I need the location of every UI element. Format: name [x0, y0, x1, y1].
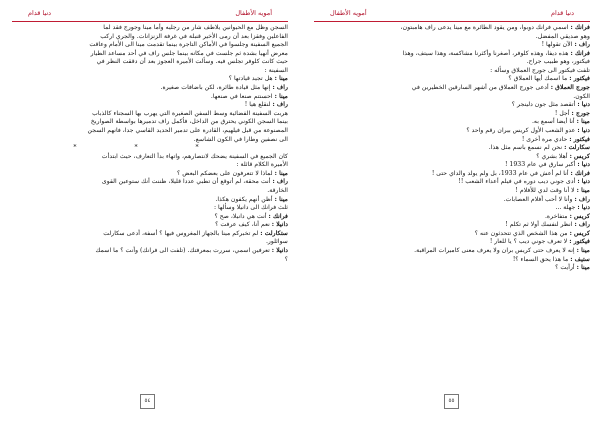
- line-text: نحن لم نسمع باسم مثل هذا.: [488, 144, 563, 152]
- text-line: [12, 196, 288, 205]
- line-text: لم تخبركم مينا بالجهاز المغروس فيها ؟ أسفة، أدعى سكارلت: [103, 229, 259, 237]
- line-text: أنت هي دانيلا، صح ؟: [214, 212, 267, 220]
- text-line: [314, 238, 590, 247]
- text-line: [12, 204, 288, 213]
- speaker-name: كريس :: [569, 229, 590, 237]
- speaker-name: فرانك :: [570, 49, 590, 57]
- text-line: [12, 161, 288, 170]
- text-line: [314, 75, 590, 84]
- line-text: معرض أنهيا بشدة ثم جلست في مكانه بينما جلس راف في أحد مساعد الطيار: [90, 49, 288, 57]
- speaker-name: جورج العملاق :: [550, 84, 590, 92]
- line-text: السجن وظل مع الحيوانين يلاطف شار من رجليه وأما مينا وجورج فقد لما: [103, 24, 288, 31]
- text-line: [12, 187, 288, 196]
- line-text: أنا لم أعش في عام 1933، بل ولم يولد والداي حتى !: [431, 169, 569, 177]
- text-line: [314, 221, 590, 230]
- text-line: [314, 264, 590, 273]
- line-text: بينما السجن الكوني يحترق من الداخل، فأكمل راف تدميرها بواسطة الصواريخ: [90, 118, 288, 126]
- speaker-name: راف :: [272, 101, 288, 109]
- speaker-name: راف :: [272, 84, 288, 92]
- page-body: [314, 24, 590, 273]
- line-text: الأميرة الكلام قائلة :: [236, 161, 288, 169]
- line-text: لا تعرف جوني ديب ؟ يا للعار !: [489, 238, 568, 246]
- text-line: [12, 75, 288, 84]
- speaker-name: دانيلا :: [271, 247, 288, 255]
- header-rule: [314, 21, 590, 22]
- line-text: لماذا لا تتعرفون على بعضكم البعض ؟: [176, 169, 273, 177]
- left-page: [12, 0, 288, 424]
- line-text: المصنوعة من قبل فيلهيم، القادرة على تدمير الحديد القاسي جدا، فانهم السجن: [87, 126, 288, 134]
- text-line: [314, 204, 590, 213]
- line-text: فيكتور، وهو طبيب جراح.: [526, 58, 590, 66]
- text-line: [12, 33, 288, 42]
- line-text: وهو صديقي المفضل.: [535, 32, 590, 40]
- speaker-name: مينا :: [274, 195, 288, 203]
- header-right-text: دنيا قدام: [550, 9, 574, 17]
- line-text: ما اسمك أيها العملاق ؟: [508, 75, 568, 83]
- text-line: [314, 161, 590, 170]
- text-line: [314, 230, 590, 239]
- speaker-name: مينا :: [274, 75, 288, 83]
- line-text: هل تجيد قيادتها ؟: [228, 75, 273, 83]
- line-text: لا أنا وقت لدي للأفلام !: [515, 186, 575, 194]
- text-line: [12, 238, 288, 247]
- text-line: [314, 24, 590, 33]
- text-line: [314, 50, 590, 59]
- speaker-name: دانيلا :: [271, 221, 288, 229]
- speaker-name: ستكارلت :: [260, 229, 288, 237]
- text-line: [12, 41, 288, 50]
- speaker-name: مينا :: [576, 186, 590, 194]
- text-line: [314, 127, 590, 136]
- line-text: من هذا الشخص الذي تتحدثون عنه ؟: [474, 229, 568, 237]
- line-text: متفاخرة.: [544, 212, 568, 220]
- text-line: [314, 213, 590, 222]
- speaker-name: ستيف :: [570, 255, 590, 263]
- text-line: [12, 67, 288, 76]
- text-line: [12, 118, 288, 127]
- line-text: الجميع السفينة وجلسوا في الأماكن التاجرة بينما تقدمت مينا الى الأمام وعاقت: [89, 41, 288, 49]
- text-line: [12, 153, 288, 162]
- text-line: [12, 93, 288, 102]
- text-line: [12, 136, 288, 145]
- speaker-name: راف :: [272, 178, 288, 186]
- line-text: تلفت فيكتور الى جورج العملاق وسأله :: [490, 66, 590, 74]
- speaker-name: دنيا :: [577, 204, 590, 212]
- speaker-name: دنيا :: [577, 161, 590, 169]
- text-line: [12, 230, 288, 239]
- text-line: [12, 24, 288, 33]
- text-line: [314, 84, 590, 93]
- speaker-name: راف :: [574, 221, 590, 229]
- line-text: تعرفين اسمي، سررت بمعرفتك. (تلفت الى فرانك) وأنت ؟ ما اسمك: [95, 247, 270, 255]
- speaker-name: سكارلت :: [564, 144, 590, 152]
- speaker-name: فرانك :: [268, 212, 288, 220]
- line-text: أنت محقة، لم أتوقع أن تطبي عددا قليلا، ظننت أنك ستوعين القوى: [101, 178, 271, 186]
- text-line: [314, 93, 590, 102]
- speaker-name: فيكتور :: [569, 238, 590, 246]
- speaker-name: فرانك :: [570, 24, 590, 31]
- header-left-text: دنيا قدام: [28, 9, 52, 17]
- text-line: [12, 247, 288, 256]
- speaker-name: كريس :: [569, 152, 590, 160]
- text-line: [314, 118, 590, 127]
- line-text: هذه ديفا، وهذه كلوفر، أصغرنا وأكثرنا مشاكسة، وهذا سيتف، وهذا: [402, 49, 569, 57]
- line-text: ما هذا يحق السماء ؟!: [512, 255, 569, 263]
- line-text: السفينة :: [264, 66, 288, 74]
- text-line: [12, 58, 288, 67]
- line-text: جهلة ...: [555, 204, 576, 212]
- speaker-name: جورج :: [571, 109, 590, 117]
- line-text: انظر لنفسك أولا ثم تكلم !: [505, 221, 573, 229]
- line-text: الآن تقولها !: [541, 41, 573, 49]
- header-left-text: أمويه الأطفال: [330, 9, 367, 17]
- line-text: الفاعلين وفقزا بعد أن رمى الأخير قنبلة في غرفة الزنزانات. والجري اركب: [100, 32, 288, 40]
- text-line: [314, 153, 590, 162]
- text-line: [314, 41, 590, 50]
- line-text: الى نصفين وطارا في الكون الشاسع.: [193, 135, 288, 143]
- text-line: [12, 256, 288, 265]
- text-line: [12, 221, 288, 230]
- line-text: ؟: [284, 255, 288, 263]
- speaker-name: مينا :: [576, 118, 590, 126]
- line-text: نعم أنا، كيف عرفت ؟: [215, 221, 270, 229]
- speaker-name: دنيا :: [577, 178, 590, 186]
- line-text: هربت السفينة الفضائية وسط السفن الصغيرة التي يهرب بها السجناء كالذباب: [92, 109, 288, 117]
- page-number: ٥٤: [140, 394, 155, 409]
- line-text: أكبر سارق في عام 1933 !: [504, 161, 576, 169]
- speaker-name: مينا :: [576, 247, 590, 255]
- text-line: [314, 33, 590, 42]
- text-line: [12, 84, 288, 93]
- line-text: أرأيت ؟: [555, 264, 575, 272]
- text-line: [12, 101, 288, 110]
- line-text: سوائلور.: [265, 238, 288, 246]
- text-line: [314, 101, 590, 110]
- speaker-name: فيكتور :: [569, 75, 590, 83]
- speaker-name: فرانك :: [570, 169, 590, 177]
- text-line: [12, 127, 288, 136]
- text-line: [314, 247, 590, 256]
- line-text: ثلث فرانك الى دانيلا وسألها :: [214, 204, 288, 212]
- line-text: الخارقة.: [267, 186, 288, 194]
- line-text: أتقصد مثل جون دلينجر ؟: [511, 101, 576, 109]
- text-line: [12, 178, 288, 187]
- running-header: [316, 9, 588, 21]
- line-text: حادي مرة أخرى !: [521, 135, 568, 143]
- line-text: أدى جوني ديب دوره في فيلم أعداء الشعب !!: [458, 178, 576, 186]
- page-body: [12, 24, 288, 264]
- line-text: احسنتم صنعا في صنعها.: [210, 92, 273, 100]
- line-text: لنقلع هيا !: [244, 101, 271, 109]
- speaker-name: دنيا :: [577, 126, 590, 134]
- scene-break: * * *: [73, 144, 227, 152]
- text-line: [12, 213, 288, 222]
- text-line: [314, 196, 590, 205]
- line-text: حيث كانت كلوفر تجلس فيه. وسألت الأميرة العجوز بعد أن دققت النظر في: [96, 58, 288, 66]
- speaker-name: مينا :: [576, 264, 590, 272]
- page-number: ٥٥: [444, 394, 459, 409]
- text-line: [314, 256, 590, 265]
- running-header: [14, 9, 286, 21]
- line-text: أجل !: [554, 109, 570, 117]
- header-right-text: أمويه الأطفال: [235, 9, 272, 17]
- header-rule: [12, 21, 288, 22]
- speaker-name: دنيا :: [577, 101, 590, 109]
- speaker-name: كريس :: [569, 212, 590, 220]
- line-text: أدعى جورج العملاق من أشهر السارقين الخطيرين في: [411, 84, 549, 92]
- line-text: أظن أنهم يكفون هكذا.: [215, 195, 273, 203]
- text-line: [314, 187, 590, 196]
- line-text: أنا أيضا أسمع به.: [531, 118, 575, 126]
- text-line: [314, 178, 590, 187]
- line-text: إنه لا يعرف حتى كريس بران ولا يعرف معنى كاميرات المراقبة.: [414, 247, 575, 255]
- right-page: [314, 0, 590, 424]
- line-text: كان الجميع في السفينة يضحك لانتصارهم، واتهاء بدأ التعارف، حيث ابتدأت: [101, 152, 288, 160]
- line-text: أهلا بشري ؟: [536, 152, 568, 160]
- line-text: الكون.: [573, 92, 590, 100]
- line-text: اسمي فرانك دوبوا، ومن يقود الطائرة مع مينا يدعى راف هامبتون،: [400, 24, 569, 31]
- speaker-name: مينا :: [274, 169, 288, 177]
- line-text: وأنا لا أحب أفلام العصابات.: [503, 195, 573, 203]
- line-text: عدو الشعب الأول كريس بيران رقم واحد ؟: [466, 126, 576, 134]
- text-line: [314, 58, 590, 67]
- text-line: [314, 136, 590, 145]
- speaker-name: راف :: [574, 195, 590, 203]
- speaker-name: راف :: [574, 41, 590, 49]
- speaker-name: فيكتور :: [569, 135, 590, 143]
- text-line: [314, 144, 590, 153]
- speaker-name: مينا :: [274, 92, 288, 100]
- line-text: إنها مثل قيادة طائرة، لكن باضافات صغيرة.: [160, 84, 271, 92]
